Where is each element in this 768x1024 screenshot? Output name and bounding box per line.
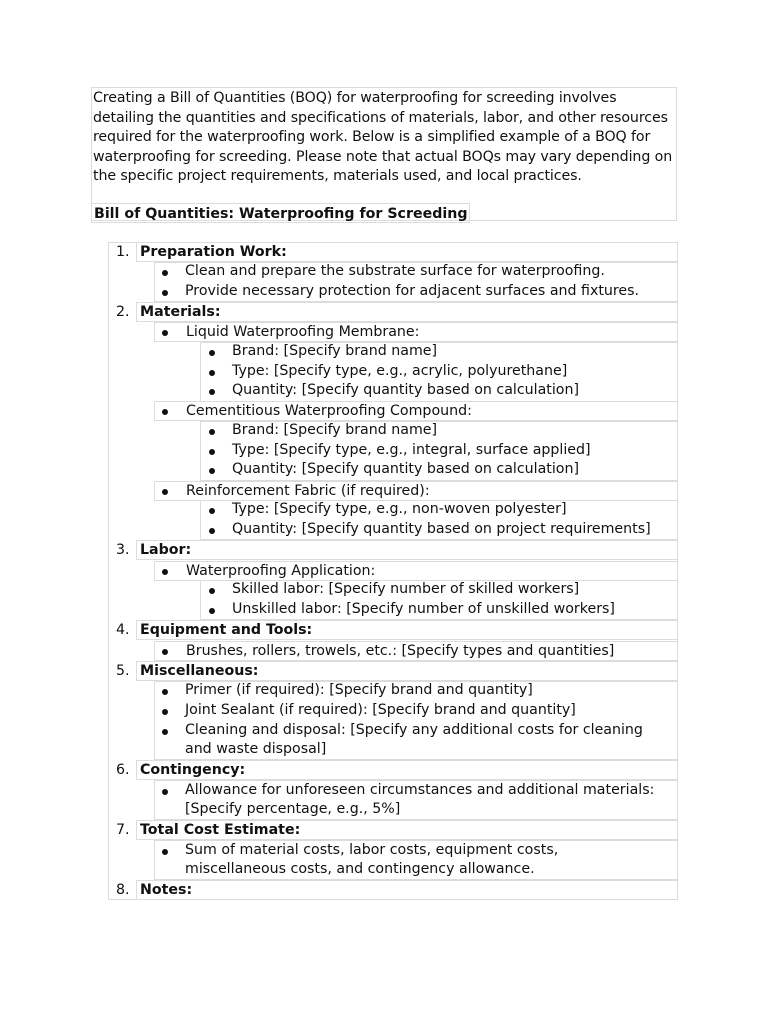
list-item: Brand: [Specify brand name] — [232, 343, 438, 359]
list-item: Skilled labor: [Specify number of skilled workers] — [232, 581, 580, 597]
bullet-icon — [209, 350, 215, 356]
bullet-icon — [209, 528, 215, 534]
document-title: Bill of Quantities: Waterproofing for Screeding — [91, 203, 470, 223]
list-item: Joint Sealant (if required): [Specify brand and quantity] — [185, 702, 576, 718]
list-item: Cleaning and disposal: [Specify any additional costs for cleaning and waste disposal] — [185, 722, 643, 757]
section-number: 7. — [116, 822, 130, 838]
bullet-icon — [209, 370, 215, 376]
bullet-icon — [209, 389, 215, 395]
section-heading-contingency: Contingency: — [136, 760, 678, 780]
section-heading-miscellaneous: Miscellaneous: — [136, 661, 678, 681]
bullet-icon — [162, 789, 168, 795]
bullet-icon — [162, 729, 168, 735]
list-item: Provide necessary protection for adjacent surfaces and fixtures. — [185, 283, 640, 299]
section-number: 1. — [116, 244, 130, 260]
group-label: Reinforcement Fabric (if required): — [154, 481, 678, 501]
bullet-icon — [209, 468, 215, 474]
list-item: Allowance for unforeseen circumstances and additional materials: [Specify percentage, e.g., 5%] — [185, 782, 655, 817]
section-number: 2. — [116, 304, 130, 320]
section-number: 6. — [116, 762, 130, 778]
section-heading-equipment: Equipment and Tools: — [136, 620, 678, 640]
list-item: Quantity: [Specify quantity based on calculation] — [232, 461, 579, 477]
bullet-icon — [209, 449, 215, 455]
list-item: Brushes, rollers, trowels, etc.: [Specify types and quantities] — [154, 641, 678, 661]
bullet-icon — [162, 689, 168, 695]
bullet-icon — [162, 270, 168, 276]
bullet-icon — [162, 290, 168, 296]
bullet-icon — [209, 608, 215, 614]
section-heading-total-cost: Total Cost Estimate: — [136, 820, 678, 840]
bullet-icon — [209, 588, 215, 594]
section-number: 5. — [116, 663, 130, 679]
group-label: Liquid Waterproofing Membrane: — [154, 322, 678, 342]
list-item: Quantity: [Specify quantity based on calculation] — [232, 382, 579, 398]
list-item: Unskilled labor: [Specify number of unskilled workers] — [232, 601, 615, 617]
group-label: Cementitious Waterproofing Compound: — [154, 401, 678, 421]
section-number: 3. — [116, 542, 130, 558]
list-item: Quantity: [Specify quantity based on project requirements] — [232, 521, 651, 537]
bullet-icon — [162, 709, 168, 715]
list-item: Type: [Specify type, e.g., acrylic, polyurethane] — [232, 363, 568, 379]
section-number: 4. — [116, 622, 130, 638]
group-label: Waterproofing Application: — [154, 561, 678, 581]
bullet-icon — [209, 429, 215, 435]
bullet-icon — [209, 508, 215, 514]
bullet-icon — [162, 849, 168, 855]
section-heading-materials: Materials: — [136, 302, 678, 322]
section-heading-preparation: Preparation Work: — [136, 242, 678, 262]
list-item: Primer (if required): [Specify brand and quantity] — [185, 682, 533, 698]
list-item: Type: [Specify type, e.g., integral, surface applied] — [232, 442, 591, 458]
section-heading-labor: Labor: — [136, 540, 678, 560]
section-number: 8. — [116, 882, 130, 898]
intro-paragraph: Creating a Bill of Quantities (BOQ) for waterproofing for screeding involves detailing the quantities and specifications of materials, labor, and other resources required for the waterproofing work. Below is a simplified example of a BOQ for waterproofing for screeding. Please note that actual BOQs may vary depending on the specific project requirements, materials used, and local practices. — [93, 90, 673, 184]
list-item: Clean and prepare the substrate surface for waterproofing. — [185, 263, 605, 279]
list-item: Brand: [Specify brand name] — [232, 422, 438, 438]
list-item: Type: [Specify type, e.g., non-woven polyester] — [232, 501, 567, 517]
section-heading-notes: Notes: — [136, 880, 678, 900]
list-item: Sum of material costs, labor costs, equipment costs, miscellaneous costs, and contingency allowance. — [185, 842, 559, 877]
